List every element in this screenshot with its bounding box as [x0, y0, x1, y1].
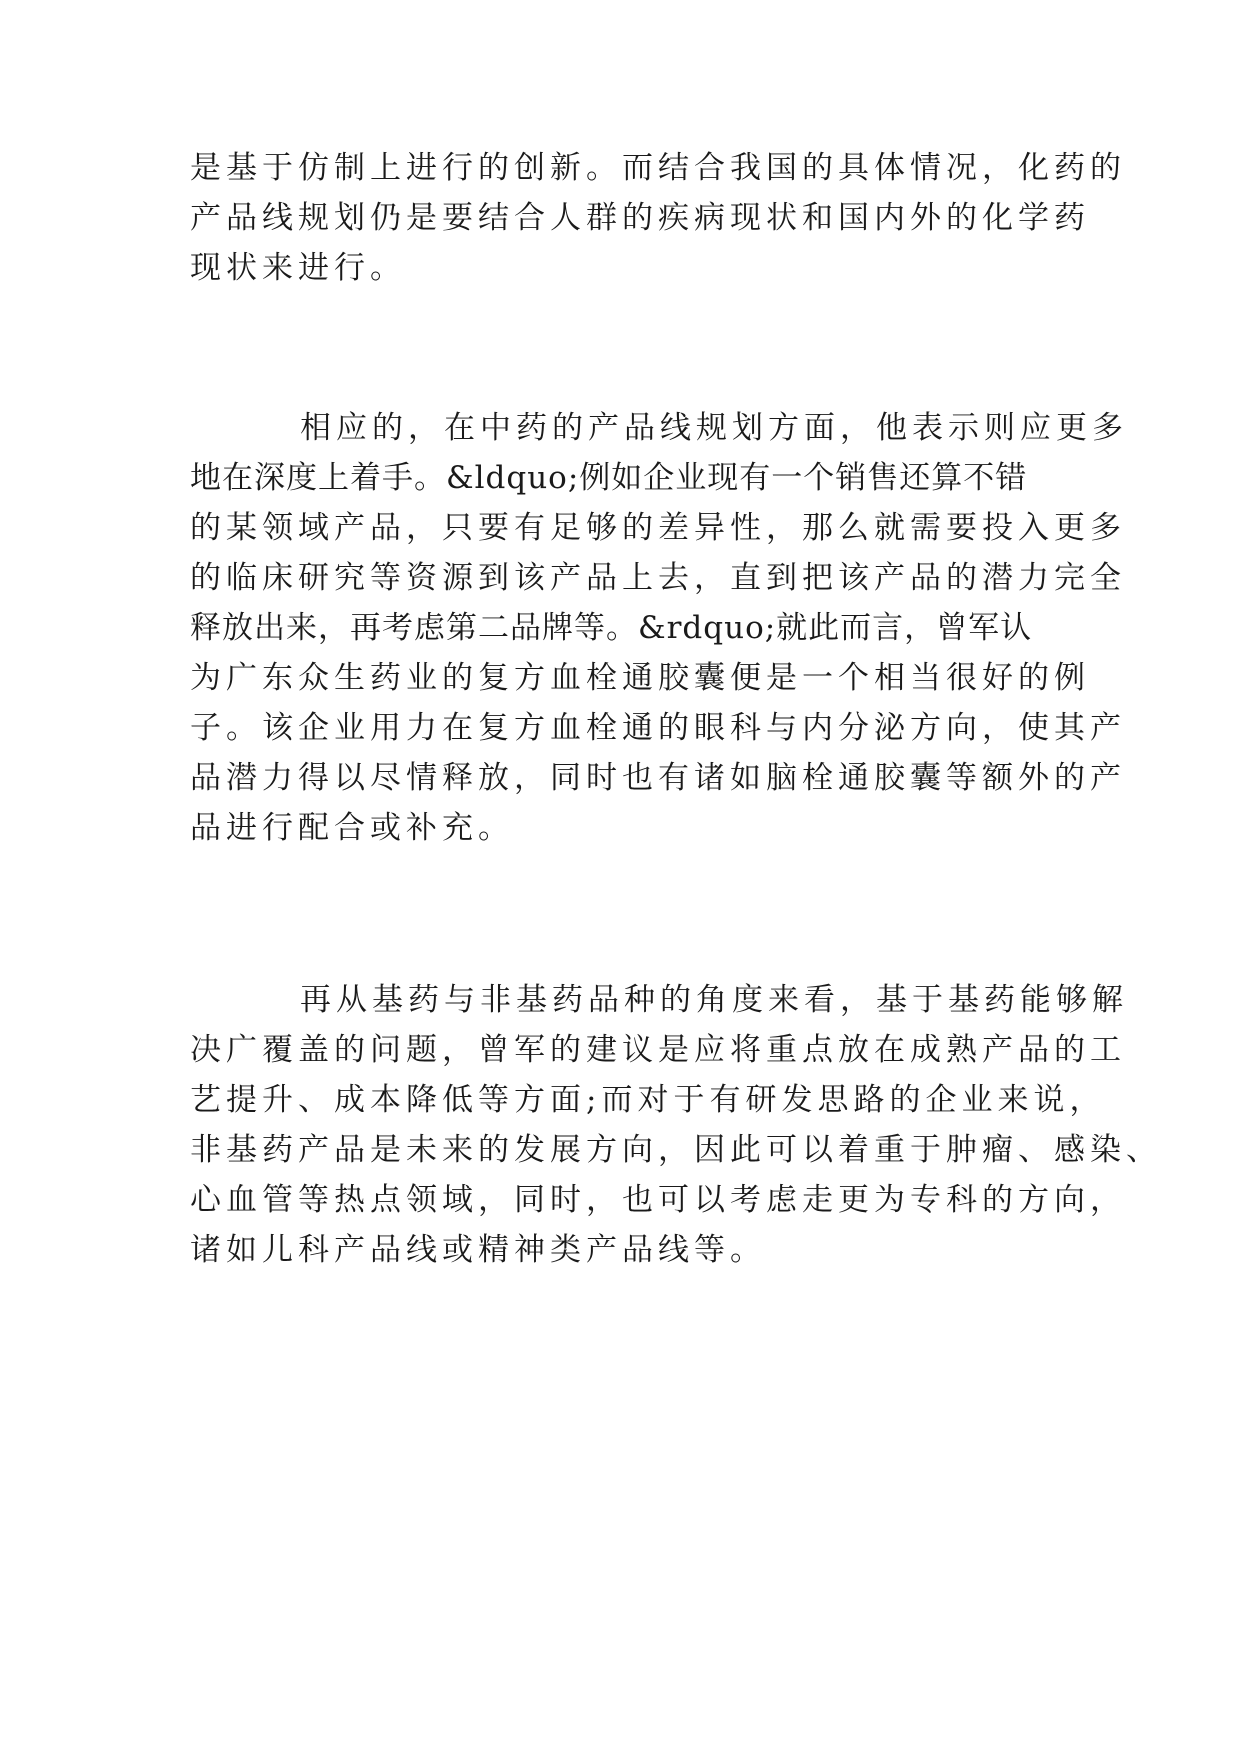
- paragraph-line: 是基于仿制上进行的创新。而结合我国的具体情况，化药的: [190, 150, 1126, 186]
- paragraph-line: 非基药产品是未来的发展方向，因此可以着重于肿瘤、感染、: [190, 1132, 1162, 1168]
- paragraph-line: 艺提升、成本降低等方面;而对于有研发思路的企业来说，: [190, 1082, 1106, 1118]
- paragraph-line: 决广覆盖的问题，曾军的建议是应将重点放在成熟产品的工: [190, 1032, 1126, 1068]
- paragraph-line: 子。该企业用力在复方血栓通的眼科与内分泌方向，使其产: [190, 710, 1126, 746]
- paragraph-line: 为广东众生药业的复方血栓通胶囊便是一个相当很好的例: [190, 660, 1090, 696]
- paragraph-line: 品潜力得以尽情释放，同时也有诸如脑栓通胶囊等额外的产: [190, 760, 1126, 796]
- paragraph-line: 释放出来，再考虑第二品牌等。&rdquo;就此而言，曾军认: [190, 610, 1033, 646]
- paragraph-line: 诸如儿科产品线或精神类产品线等。: [190, 1232, 766, 1268]
- paragraph-line: 心血管等热点领域，同时，也可以考虑走更为专科的方向，: [190, 1182, 1126, 1218]
- paragraph-line: 相应的，在中药的产品线规划方面，他表示则应更多: [300, 410, 1128, 446]
- paragraph-line: 产品线规划仍是要结合人群的疾病现状和国内外的化学药: [190, 200, 1090, 236]
- paragraph-line: 品进行配合或补充。: [190, 810, 514, 846]
- paragraph-line: 再从基药与非基药品种的角度来看，基于基药能够解: [300, 982, 1128, 1018]
- paragraph-line: 现状来进行。: [190, 250, 406, 286]
- paragraph-line: 的临床研究等资源到该产品上去，直到把该产品的潜力完全: [190, 560, 1126, 596]
- paragraph-line: 的某领域产品，只要有足够的差异性，那么就需要投入更多: [190, 510, 1126, 546]
- paragraph-line: 地在深度上着手。&ldquo;例如企业现有一个销售还算不错: [190, 460, 1028, 496]
